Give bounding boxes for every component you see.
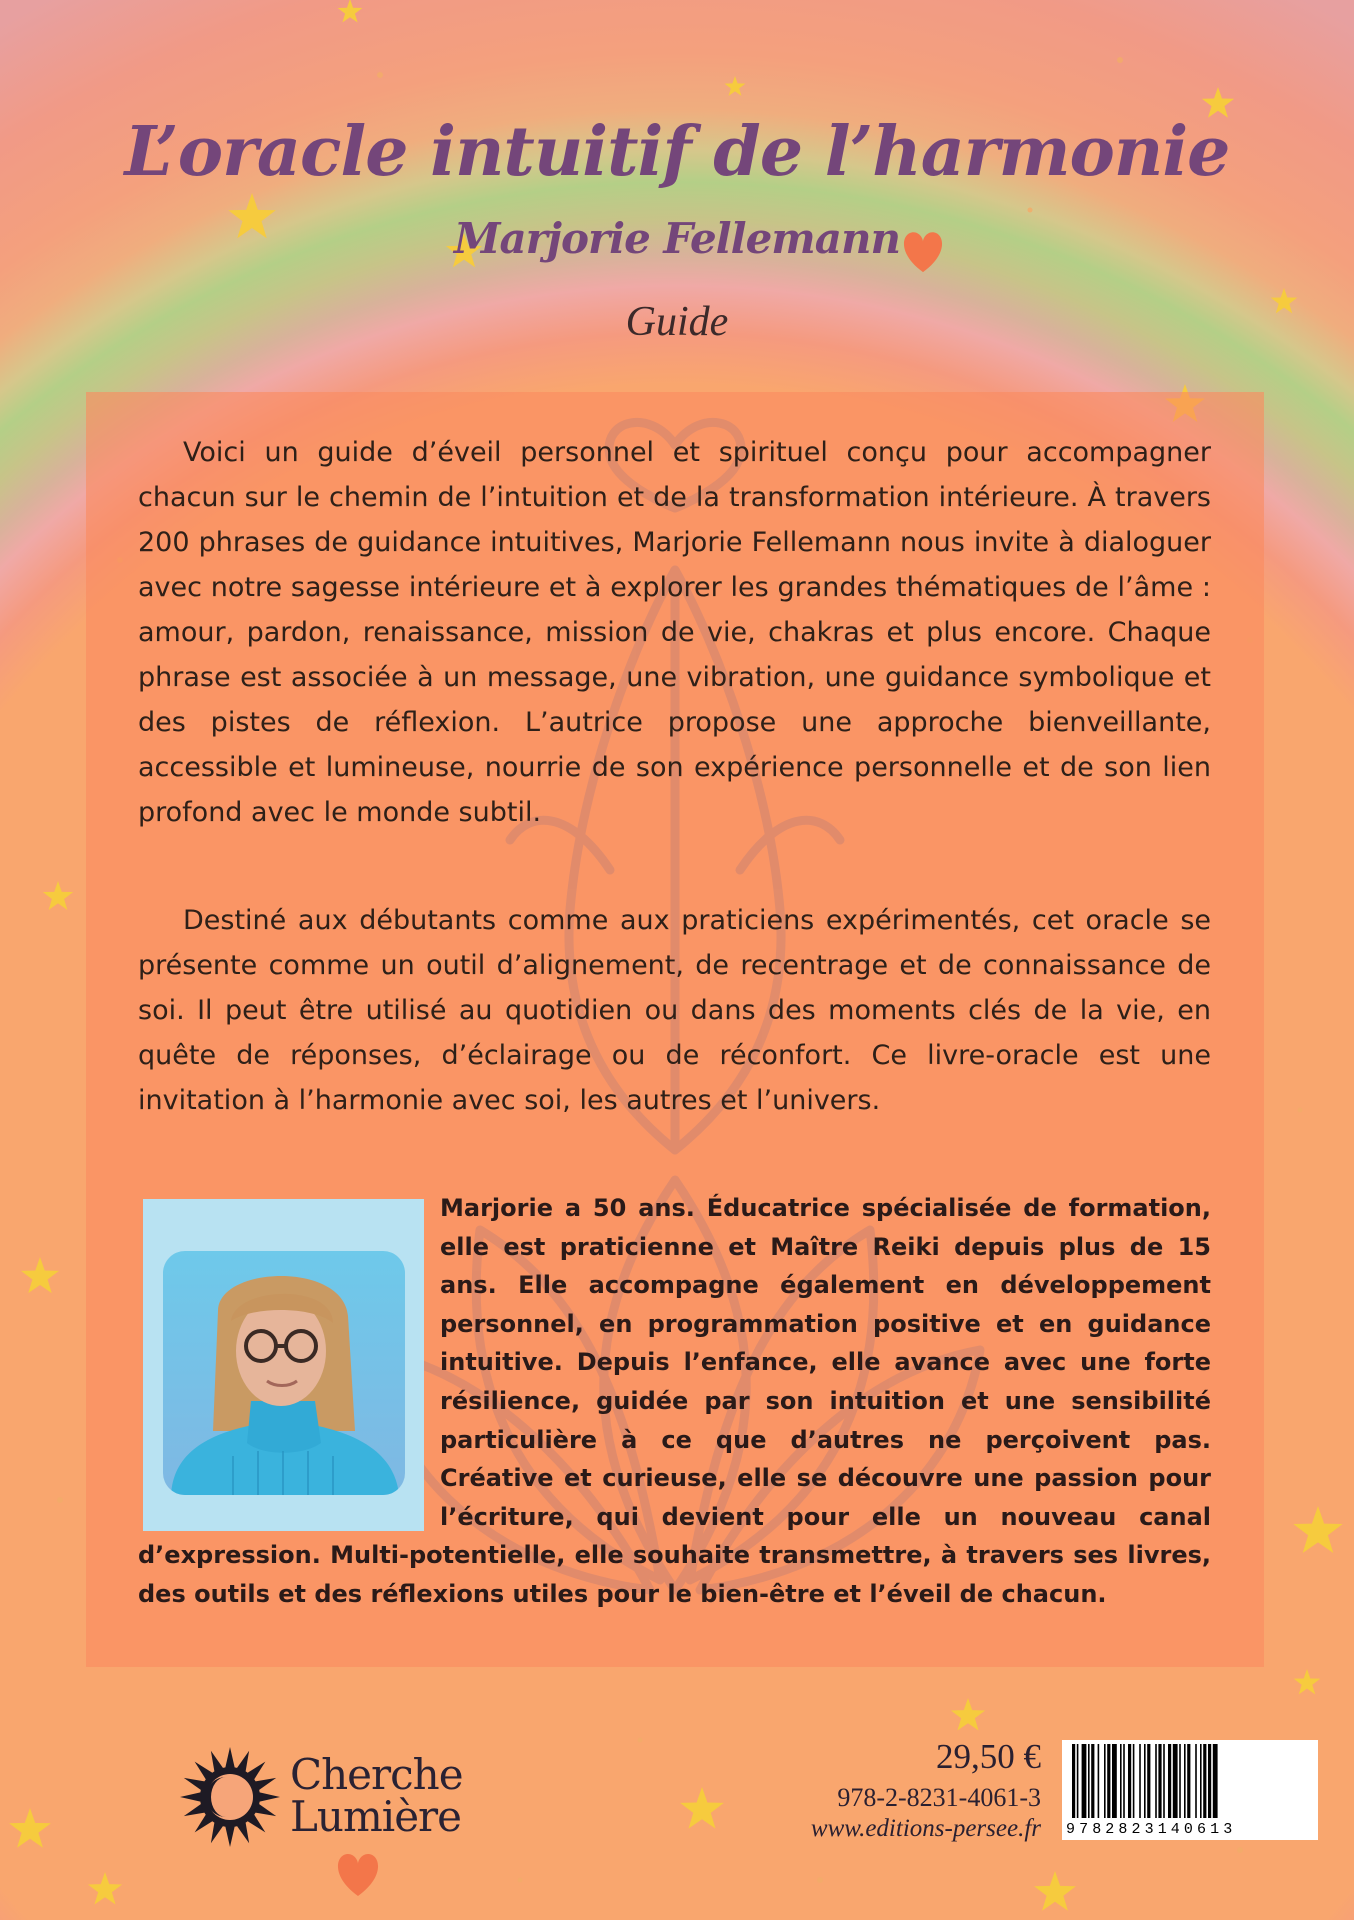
barcode-bar — [1203, 1744, 1206, 1818]
barcode-bar — [1088, 1744, 1090, 1818]
star-icon — [88, 1872, 122, 1905]
barcode-bar — [1077, 1744, 1079, 1818]
star-icon — [43, 881, 73, 910]
barcode-bar — [1184, 1744, 1186, 1818]
heart-icon — [338, 1854, 378, 1896]
barcode-bar — [1179, 1744, 1181, 1818]
barcode-bar — [1091, 1744, 1094, 1818]
barcode-bar — [1120, 1744, 1122, 1818]
book-title: L’oracle intuitif de l’harmonie — [124, 112, 1230, 192]
barcode-bar — [1139, 1744, 1141, 1818]
barcode-bar — [1155, 1744, 1157, 1818]
barcode-bar — [1200, 1744, 1202, 1818]
barcode-bar — [1163, 1744, 1165, 1818]
isbn: 978-2-8231-4061-3 — [837, 1783, 1041, 1812]
summary-paragraph-1: Voici un guide d’éveil personnel et spirituel conçu pour accompagner chacun sur le chemin de l’intuition et de la transformation intérieure. À travers 200 phrases de guidance intuitives, Marjorie Fellemann nous invite à dialoguer avec notre sagesse intérieure et à explorer les grandes thématiques de l’âme : amour, pardon, renaissance, mission de vie, chakras et plus encore. Chaque phrase est associée à un message, une vibration, une guidance symbolique et des pistes de réflexion. L’autrice propose une approche bienveillante, accessible et lumineuse, nourrie de son expérience personnelle et de son lien profond avec le monde subtil. — [138, 437, 1211, 828]
barcode-bar — [1187, 1744, 1190, 1818]
star-icon — [951, 1698, 985, 1731]
star-icon — [725, 76, 746, 96]
publisher-website: www.editions-persee.fr — [810, 1815, 1041, 1842]
publisher-name-line1: Cherche — [290, 1750, 463, 1799]
barcode-bar — [1128, 1744, 1131, 1818]
price: 29,50 € — [936, 1737, 1041, 1776]
author-photo-frame — [143, 1199, 424, 1531]
author-name: Marjorie Fellemann — [453, 214, 901, 263]
barcode-bar — [1144, 1744, 1146, 1818]
barcode-bar — [1104, 1744, 1106, 1818]
star-icon — [1294, 1669, 1321, 1694]
barcode-bar — [1098, 1744, 1100, 1818]
barcode-bar — [1147, 1744, 1150, 1818]
star-icon — [21, 1257, 59, 1293]
star-icon — [1034, 1871, 1076, 1911]
barcode-bar — [1112, 1744, 1117, 1818]
star-icon — [680, 1787, 724, 1829]
author-bio-text: Marjorie a 50 ans. Éducatrice spécialisée de formation, elle est praticienne et Maître Reiki depuis plus de 15 ans. Elle accompagne également en développement personnel, en programmation positive et en guidance intuitive. Depuis l’enfance, elle avance avec une forte résilience, guidée par son intuition et une sensibilité particulière à ce que d’autres ne perçoivent pas. Créative et curieuse, elle se découvre une passion pour l’écriture, qui devient pour elle un nouveau canal d’expression. Multi-potentielle, elle souhaite transmettre, à travers ses livres, des outils et des réflexions utiles pour le bien-être et l’éveil de chacun. — [138, 1194, 1211, 1608]
barcode-bar — [1082, 1744, 1087, 1818]
star-icon — [338, 0, 363, 23]
sun-moon-icon — [178, 1745, 282, 1849]
barcode-bar — [1158, 1744, 1161, 1818]
summary-paragraph-2: Destiné aux débutants comme aux praticiens expérimentés, cet oracle se présente comme un outil d’alignement, de recentrage et de connaissance de soi. Il peut être utilisé au quotidien ou dans des moments clés de la vie, en quête de réponses, d’éclairage ou de réconfort. Ce livre-oracle est une invitation à l’harmonie avec soi, les autres et l’univers. — [138, 905, 1211, 1116]
author-photo — [163, 1251, 405, 1495]
barcode-bar — [1213, 1744, 1218, 1818]
barcode-bar — [1072, 1744, 1075, 1818]
barcode-bar — [1133, 1744, 1135, 1818]
star-icon — [1293, 1506, 1342, 1553]
publisher-name-line2: Lumière — [290, 1792, 461, 1841]
barcode-bar — [1195, 1744, 1197, 1818]
publisher-name — [290, 1750, 463, 1841]
barcode-bar — [1173, 1744, 1178, 1818]
barcode-bar — [1107, 1744, 1110, 1818]
barcode-bar — [1168, 1744, 1171, 1818]
barcode-digits: 9782823140613 — [1066, 1821, 1237, 1838]
barcode-bar — [1208, 1744, 1211, 1818]
genre-label: Guide — [625, 299, 729, 345]
star-icon — [9, 1808, 51, 1848]
barcode-bar — [1123, 1744, 1125, 1818]
barcode — [1062, 1740, 1318, 1840]
